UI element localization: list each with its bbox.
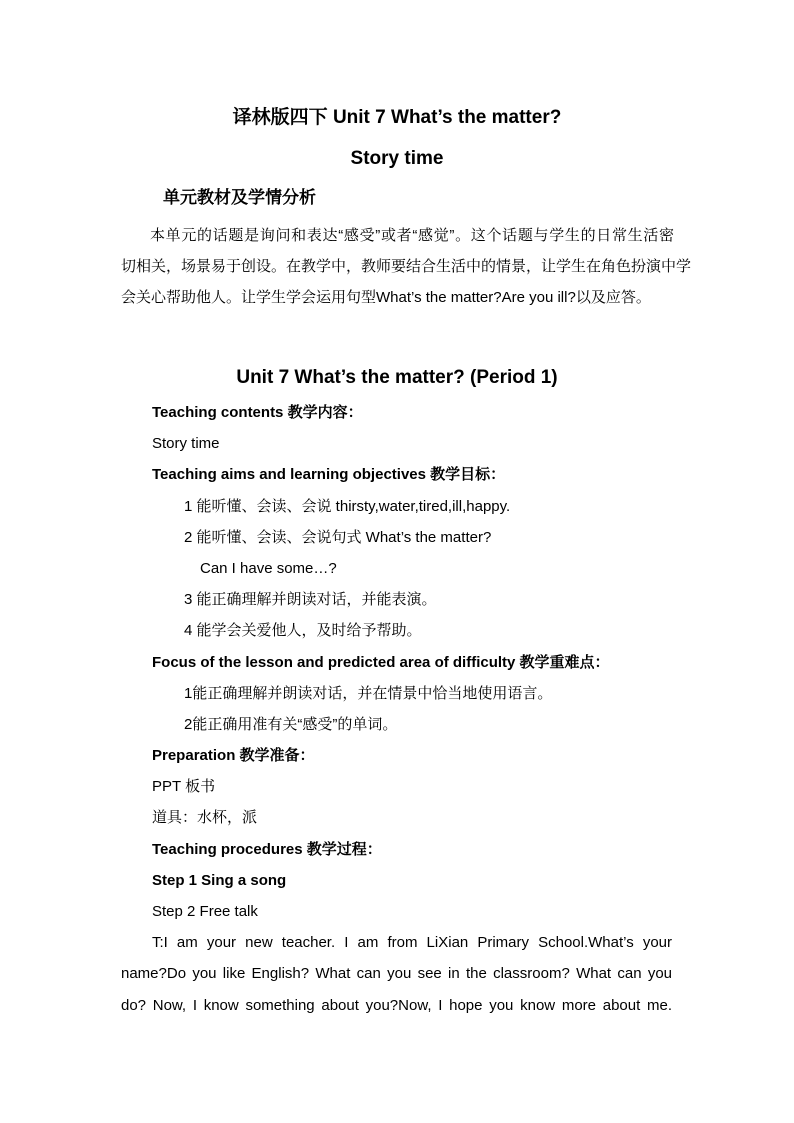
period-title: Unit 7 What’s the matter? (Period 1): [236, 367, 558, 388]
focus-label: Focus of the lesson and predicted area of difficulty 教学重难点：: [152, 654, 610, 671]
aim-4: 4 能学会关爱他人，及时给予帮助。: [184, 622, 422, 639]
talk-line-2: name?Do you like English? What can you see in the classroom? What can you: [121, 965, 672, 982]
talk-line-1: T:I am your new teacher. I am from LiXian Primary School.What’s your: [152, 934, 672, 951]
document-subtitle: Story time: [350, 148, 444, 169]
prep-2: 道具：水杯，派: [152, 809, 258, 826]
contents-label: Teaching contents 教学内容：: [152, 404, 363, 421]
step-2: Step 2 Free talk: [152, 903, 258, 920]
aim-1: 1 能听懂、会读、会说 thirsty,water,tired,ill,happy.: [184, 498, 511, 515]
analysis-line-1: 本单元的话题是询问和表达“感受”或者“感觉”。这个话题与学生的日常生活密: [150, 227, 674, 244]
document-title: 译林版四下 Unit 7 What’s the matter?: [232, 107, 562, 128]
prep-1: PPT 板书: [152, 778, 216, 795]
analysis-line-2: 切相关，场景易于创设。在教学中，教师要结合生活中的情景，让学生在角色扮演中学: [121, 258, 692, 275]
procedures-label: Teaching procedures 教学过程：: [152, 841, 382, 858]
focus-2: 2能正确用准有关“感受”的单词。: [184, 716, 398, 733]
aims-label: Teaching aims and learning objectives 教学目标：: [152, 466, 506, 483]
aim-2-cont: Can I have some…?: [200, 560, 337, 577]
step-1: Step 1 Sing a song: [152, 872, 287, 889]
focus-1: 1能正确理解并朗读对话，并在情景中恰当地使用语言。: [184, 685, 553, 702]
analysis-line-3: 会关心帮助他人。让学生学会运用句型What’s the matter?Are you ill?以及应答。: [121, 289, 651, 306]
contents-value: Story time: [152, 435, 220, 452]
aim-2: 2 能听懂、会读、会说句式 What’s the matter?: [184, 529, 492, 546]
aim-3: 3 能正确理解并朗读对话，并能表演。: [184, 591, 437, 608]
talk-line-3: do? Now, I know something about you?Now, I hope you know more about me.: [121, 997, 672, 1014]
prep-label: Preparation 教学准备：: [152, 747, 315, 764]
analysis-heading: 单元教材及学情分析: [163, 188, 316, 207]
